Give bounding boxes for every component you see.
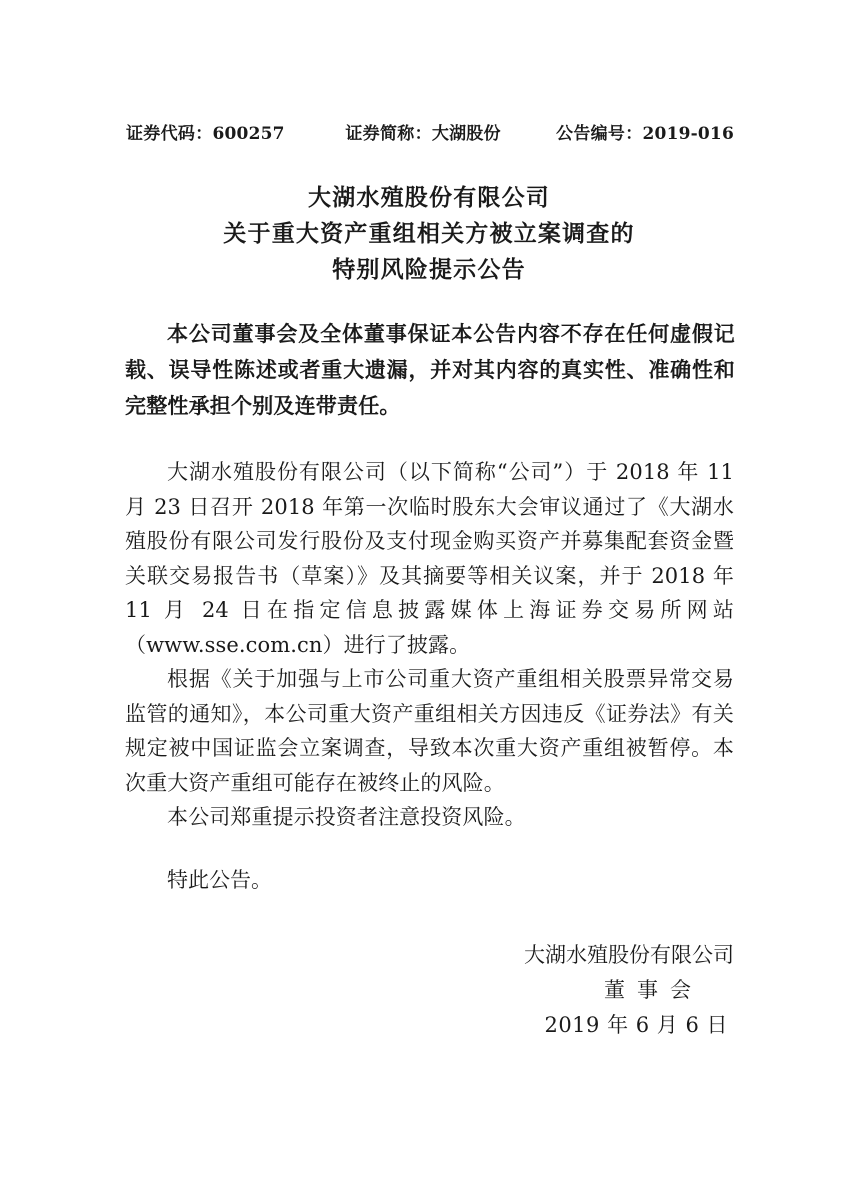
signature-date: 2019 年 6 月 6 日	[544, 1013, 728, 1037]
title-line-subject: 关于重大资产重组相关方被立案调查的	[223, 220, 635, 247]
page-title	[124, 180, 734, 288]
body-paragraph-1: 大湖水殖股份有限公司（以下简称“公司”）于 2018 年 11 月 23 日召开 2018 年第一次临时股东大会审议通过了《大湖水殖股份有限公司发行股份及支付现金购买资产并募集配套资金暨关联交易报告书（草案）》及其摘要等相关议案，并于 2018 年 11 月 24 日在指定信息披露媒体上海证券交易所网站（www.sse.com.cn）进行了披露。	[125, 460, 734, 657]
document-body	[125, 455, 734, 835]
signature-board: 董事会	[604, 978, 703, 1002]
document-header	[126, 119, 734, 145]
security-abbr-value: 大湖股份	[431, 124, 501, 144]
closing-line: 特此公告。	[167, 868, 272, 892]
signature-block	[334, 938, 734, 1043]
signature-company: 大湖水殖股份有限公司	[524, 943, 734, 967]
board-disclaimer: 本公司董事会及全体董事保证本公告内容不存在任何虚假记载、误导性陈述或者重大遗漏，并对其内容的真实性、准确性和完整性承担个别及连带责任。	[125, 322, 735, 418]
notice-number-field	[556, 119, 734, 144]
title-line-type: 特别风险提示公告	[332, 256, 526, 283]
body-paragraph-2: 根据《关于加强与上市公司重大资产重组相关股票异常交易监管的通知》，本公司重大资产重组相关方因违反《证券法》有关规定被中国证监会立案调查，导致本次重大资产重组被暂停。本次重大资产重组可能存在被终止的风险。	[125, 667, 734, 795]
security-code-field	[126, 119, 285, 144]
notice-number-label: 公告编号：	[556, 124, 643, 144]
security-abbr-field	[345, 119, 500, 144]
security-code-label: 证券代码：	[126, 124, 213, 144]
body-paragraph-3: 本公司郑重提示投资者注意投资风险。	[167, 805, 526, 829]
security-abbr-label: 证券简称：	[345, 124, 432, 144]
notice-number-value: 2019-016	[642, 124, 734, 144]
title-line-company: 大湖水殖股份有限公司	[308, 184, 550, 211]
security-code-value: 600257	[212, 124, 285, 144]
